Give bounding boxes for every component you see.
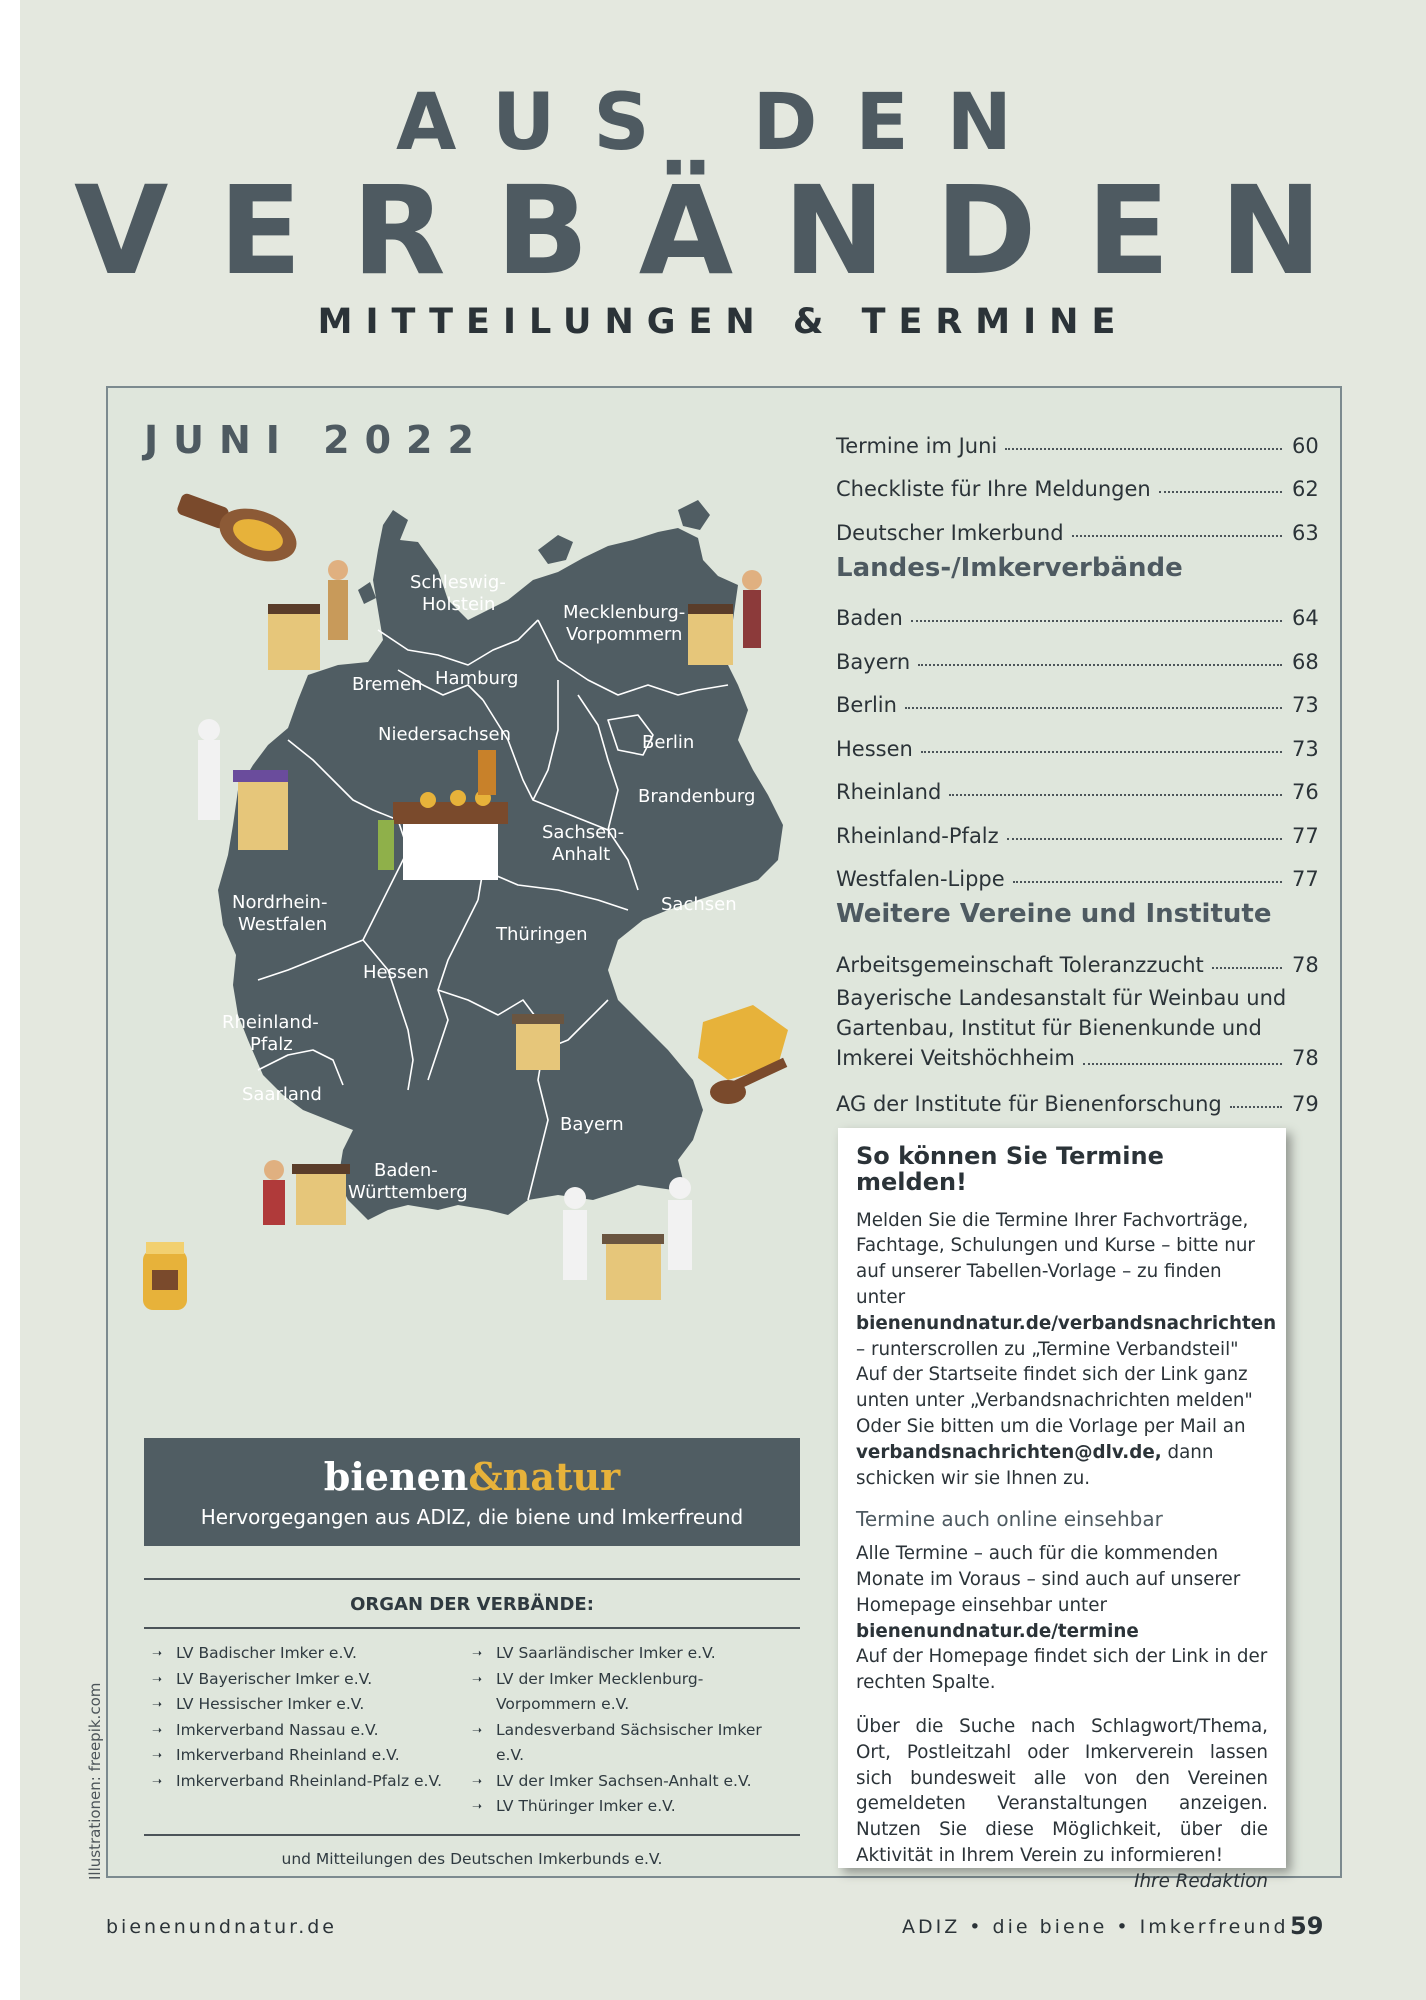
toc-item[interactable]: Termine im Juni 60: [836, 433, 1319, 458]
honeycomb-illustration: [698, 1005, 788, 1104]
toc-item[interactable]: Bayern 68: [836, 649, 1319, 674]
header-subtitle: MITTEILUNGEN & TERMINE: [317, 302, 1129, 342]
toc-item[interactable]: Westfalen-Lippe 77: [836, 867, 1319, 891]
label-brandenburg: Brandenburg: [638, 786, 756, 807]
list-item: ➝ LV Bayerischer Imker e.V.: [152, 1667, 472, 1693]
label-saarland: Saarland: [242, 1084, 322, 1105]
link-termine[interactable]: bienenundnatur.de/termine: [856, 1620, 1139, 1642]
toc-item[interactable]: Arbeitsgemeinschaft Toleranzzucht 78: [836, 952, 1319, 977]
germany-map: [138, 480, 838, 1380]
header-line-1: AUS DEN: [396, 78, 1050, 168]
toc-item[interactable]: Deutscher Imkerbund 63: [836, 520, 1319, 545]
list-item: ➝ Imkerverband Rheinland e.V.: [152, 1743, 472, 1769]
honey-jar-illustration: [143, 1242, 187, 1310]
label-sh-1: Schleswig-: [410, 572, 506, 593]
list-item: ➝ LV Saarländischer Imker e.V.: [472, 1641, 792, 1667]
info-paragraph-1: Melden Sie die Termine Ihrer Fachvorträge, Fachtage, Schulungen und Kurse – bitte nur auf unserer Tabellen-Vorlage – zu finden unter bienenundnatur.de/verbandsnachrichten – runterscrollen zu „Termine Verbandsteil" Auf der Startseite findet sich der Link ganz unten unter „Verbandsnachrichten melden" Oder Sie bitten um die Vorlage per Mail an verbandsnachrichten@dlv.de, dann schicken wir sie Ihnen zu.: [856, 1209, 1277, 1489]
label-sh-2: Holstein: [422, 594, 496, 615]
toc-section-heading: Landes-/Imkerverbände: [836, 552, 1183, 583]
label-rp-2: Pfalz: [250, 1034, 293, 1055]
brand-banner: [144, 1438, 800, 1546]
label-thueringen: Thüringen: [496, 924, 588, 945]
page-number: 59: [1290, 1912, 1324, 1940]
link-verbandsnachrichten[interactable]: bienenundnatur.de/verbandsnachrichten: [856, 1312, 1277, 1334]
footer-website[interactable]: bienenundnatur.de: [106, 1916, 337, 1938]
list-item: ➝ LV der Imker Sachsen-Anhalt e.V.: [472, 1769, 792, 1795]
illustration-credit: Illustrationen: freepik.com: [86, 1682, 104, 1880]
header-line-2: VERBÄNDEN: [74, 160, 1372, 302]
list-item: ➝ LV Badischer Imker e.V.: [152, 1641, 472, 1667]
label-mv-1: Mecklenburg-: [563, 602, 686, 623]
organ-list: [144, 1578, 800, 1868]
label-hessen: Hessen: [363, 962, 429, 983]
list-item: ➝ LV Thüringer Imker e.V.: [472, 1794, 792, 1820]
label-sachsen: Sachsen: [661, 894, 737, 915]
organ-column-right: [472, 1641, 792, 1820]
beekeeper-illustration: [198, 719, 288, 850]
label-bw-1: Baden-: [374, 1160, 438, 1181]
info-box-title: So können Sie Termine melden!: [856, 1142, 1164, 1196]
toc-item[interactable]: Hessen 73: [836, 736, 1319, 761]
toc-item[interactable]: AG der Institute für Bienenforschung 79: [836, 1092, 1319, 1116]
beekeepers-hive-illustration: [563, 1177, 692, 1300]
month-title: JUNI 2022: [144, 418, 489, 462]
signature: Ihre Redaktion: [1134, 1870, 1268, 1892]
label-niedersachsen: Niedersachsen: [378, 724, 512, 745]
label-nrw-2: Westfalen: [238, 914, 328, 935]
toc-item[interactable]: Berlin 73: [836, 693, 1319, 717]
hive-illustration: [512, 1014, 564, 1070]
label-rp-1: Rheinland-: [222, 1012, 319, 1033]
scoop-illustration: [176, 492, 304, 571]
list-item-continued: Vorpommern e.V.: [496, 1695, 630, 1713]
beekeeper-hive-illustration: [268, 560, 348, 670]
toc-item[interactable]: Rheinland-Pfalz 77: [836, 823, 1319, 848]
label-hamburg: Hamburg: [435, 668, 519, 689]
list-item: ➝ Landesverband Sächsischer Imker e.V.: [472, 1718, 792, 1769]
beekeeper-kneeling-illustration: [263, 1160, 350, 1225]
info-box-subtitle: Termine auch online einsehbar: [856, 1507, 1163, 1532]
toc-item[interactable]: Baden 64: [836, 606, 1319, 630]
toc-item-multiline[interactable]: Bayerische Landesanstalt für Weinbau und Gartenbau, Institut für Bienenkunde und Imkerei Veitshöchheim 78: [836, 985, 1319, 1070]
magazine-page: [20, 0, 1426, 2000]
organ-column-left: [152, 1641, 472, 1820]
label-nrw-1: Nordrhein-: [232, 892, 328, 913]
info-paragraph-3: Über die Suche nach Schlagwort/Thema, Ort, Postleitzahl oder Imkerverein lassen sich bundesweit alle von den Vereinen gemeldeten Veranstaltungen anzeigen. Nutzen Sie diese Möglichkeit, über die Aktivität in Ihrem Verein zu informieren! Ihre Redaktion: [856, 1714, 1268, 1869]
label-mv-2: Vorpommern: [566, 624, 683, 645]
brand-logo: bienen&natur: [323, 1454, 621, 1499]
label-bw-2: Württemberg: [348, 1182, 468, 1203]
footer-publication: ADIZ • die biene • Imkerfreund: [902, 1916, 1289, 1938]
list-item: ➝ LV der Imker Mecklenburg-: [472, 1667, 792, 1693]
toc-item[interactable]: Rheinland 76: [836, 780, 1319, 804]
label-bremen: Bremen: [352, 674, 423, 695]
list-item: ➝ Imkerverband Rheinland-Pfalz e.V.: [152, 1769, 472, 1795]
brand-subtitle: Hervorgegangen aus ADIZ, die biene und Imkerfreund: [200, 1505, 744, 1529]
label-bayern: Bayern: [560, 1114, 624, 1135]
toc-section-heading: Weitere Vereine und Institute: [836, 899, 1272, 929]
label-sachsen-anhalt-2: Anhalt: [552, 844, 611, 865]
info-box: [838, 1128, 1286, 1892]
content-frame: [106, 386, 1342, 1892]
list-item: ➝ LV Hessischer Imker e.V.: [152, 1692, 472, 1718]
organ-title: ORGAN DER VERBÄNDE:: [144, 1580, 800, 1629]
email-link[interactable]: verbandsnachrichten@dlv.de,: [856, 1441, 1162, 1463]
list-item: ➝ Imkerverband Nassau e.V.: [152, 1718, 472, 1744]
organ-footer: und Mitteilungen des Deutschen Imkerbunds e.V.: [144, 1834, 800, 1868]
info-paragraph-2: Alle Termine – auch für die kommenden Monate im Voraus – sind auch auf unserer Homepage einsehbar unter bienenundnatur.de/termine Auf der Homepage findet sich der Link in der rechten Spalte.: [856, 1543, 1268, 1694]
toc-item[interactable]: Checkliste für Ihre Meldungen 62: [836, 477, 1319, 501]
label-sachsen-anhalt-1: Sachsen-: [542, 822, 625, 843]
table-of-contents: [836, 414, 1319, 1116]
label-berlin: Berlin: [642, 732, 695, 753]
